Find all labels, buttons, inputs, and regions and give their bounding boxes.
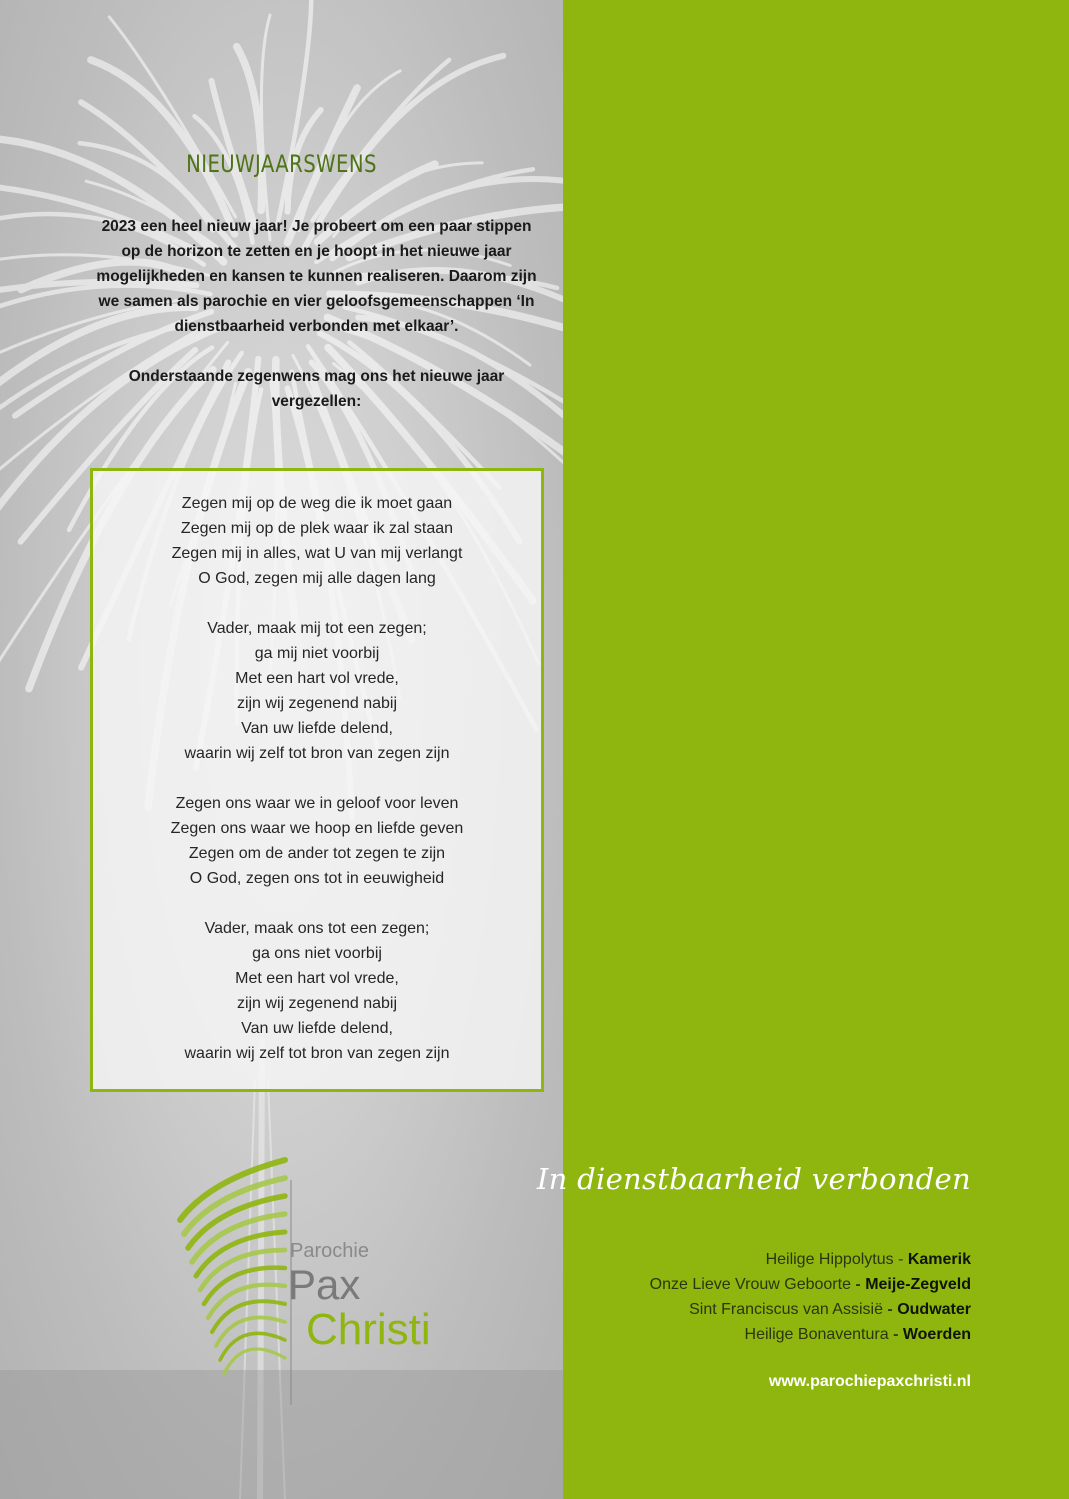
logo-pax-text: Pax	[288, 1261, 361, 1308]
prayer-line: Met een hart vol vrede,	[235, 670, 399, 687]
prayer-line: Zegen mij op de weg die ik moet gaan	[181, 495, 453, 512]
prayer-line: zijn wij zegenend nabij	[236, 995, 398, 1012]
location-separator: -	[882, 1301, 898, 1318]
prayer-line: waarin wij zelf tot bron van zegen zijn	[184, 745, 450, 762]
location-place: Oudwater	[897, 1301, 971, 1318]
intro-paragraph-1: 2023 een heel nieuw jaar! Je probeert om een paar stippen op de horizon te zetten en je hoopt in het nieuwe jaar mogelijkheden en kansen te kunnen realiseren. Daarom zijn we samen als parochie en vier geloofsgemeenschappen ‘In dienstbaarheid verbonden met elkaar’.	[96, 218, 537, 335]
locations-list	[650, 1247, 971, 1347]
location-separator: -	[893, 1251, 908, 1268]
location-parish-name: Heilige Bonaventura	[744, 1326, 889, 1343]
location-row	[650, 1322, 971, 1347]
prayer-line: Vader, maak ons tot een zegen;	[204, 920, 430, 937]
prayer-stanza	[93, 916, 541, 1066]
prayer-text	[93, 491, 541, 1091]
prayer-line: ga ons niet voorbij	[252, 945, 382, 962]
prayer-line: ga mij niet voorbij	[254, 645, 380, 662]
location-separator: -	[850, 1276, 866, 1293]
location-parish-name: Onze Lieve Vrouw Geboorte	[649, 1276, 851, 1293]
location-parish-name: Heilige Hippolytus	[765, 1251, 894, 1268]
page-title: NIEUWJAARSWENS	[186, 150, 377, 178]
tagline: In dienstbaarheid verbonden	[536, 1162, 971, 1196]
prayer-line: Zegen mij op de plek waar ik zal staan	[180, 520, 454, 537]
location-row	[650, 1247, 971, 1272]
prayer-line: O God, zegen mij alle dagen lang	[198, 570, 436, 587]
prayer-line: Vader, maak mij tot een zegen;	[207, 620, 427, 637]
prayer-line: Zegen ons waar we in geloof voor leven	[175, 795, 459, 812]
website-link[interactable]: www.parochiepaxchristi.nl	[768, 1373, 971, 1390]
prayer-box	[90, 468, 544, 1092]
prayer-line: Van uw liefde delend,	[241, 720, 393, 737]
prayer-stanza	[93, 491, 541, 591]
intro-text	[95, 214, 538, 439]
prayer-line: Zegen mij in alles, wat U van mij verlangt	[171, 545, 463, 562]
prayer-line: Zegen om de ander tot zegen te zijn	[188, 845, 446, 862]
prayer-line: O God, zegen ons tot in eeuwigheid	[189, 870, 445, 887]
prayer-line: waarin wij zelf tot bron van zegen zijn	[184, 1045, 450, 1062]
prayer-line: Van uw liefde delend,	[241, 1020, 393, 1037]
location-row	[650, 1272, 971, 1297]
logo-christi-text: Christi	[306, 1305, 431, 1354]
location-place: Woerden	[902, 1326, 971, 1343]
logo-parochie-text: Parochie	[290, 1240, 369, 1262]
prayer-stanza	[93, 616, 541, 766]
intro-paragraph-2: Onderstaande zegenwens mag ons het nieuwe jaar vergezellen:	[128, 368, 505, 410]
prayer-line: Zegen ons waar we hoop en liefde geven	[170, 820, 464, 837]
location-place: Kamerik	[907, 1251, 971, 1268]
location-separator: -	[888, 1326, 903, 1343]
location-place: Meije-Zegveld	[865, 1276, 971, 1293]
location-row	[650, 1297, 971, 1322]
prayer-line: zijn wij zegenend nabij	[236, 695, 398, 712]
prayer-stanza	[93, 791, 541, 891]
location-parish-name: Sint Franciscus van Assisië	[689, 1301, 883, 1318]
prayer-line: Met een hart vol vrede,	[235, 970, 399, 987]
